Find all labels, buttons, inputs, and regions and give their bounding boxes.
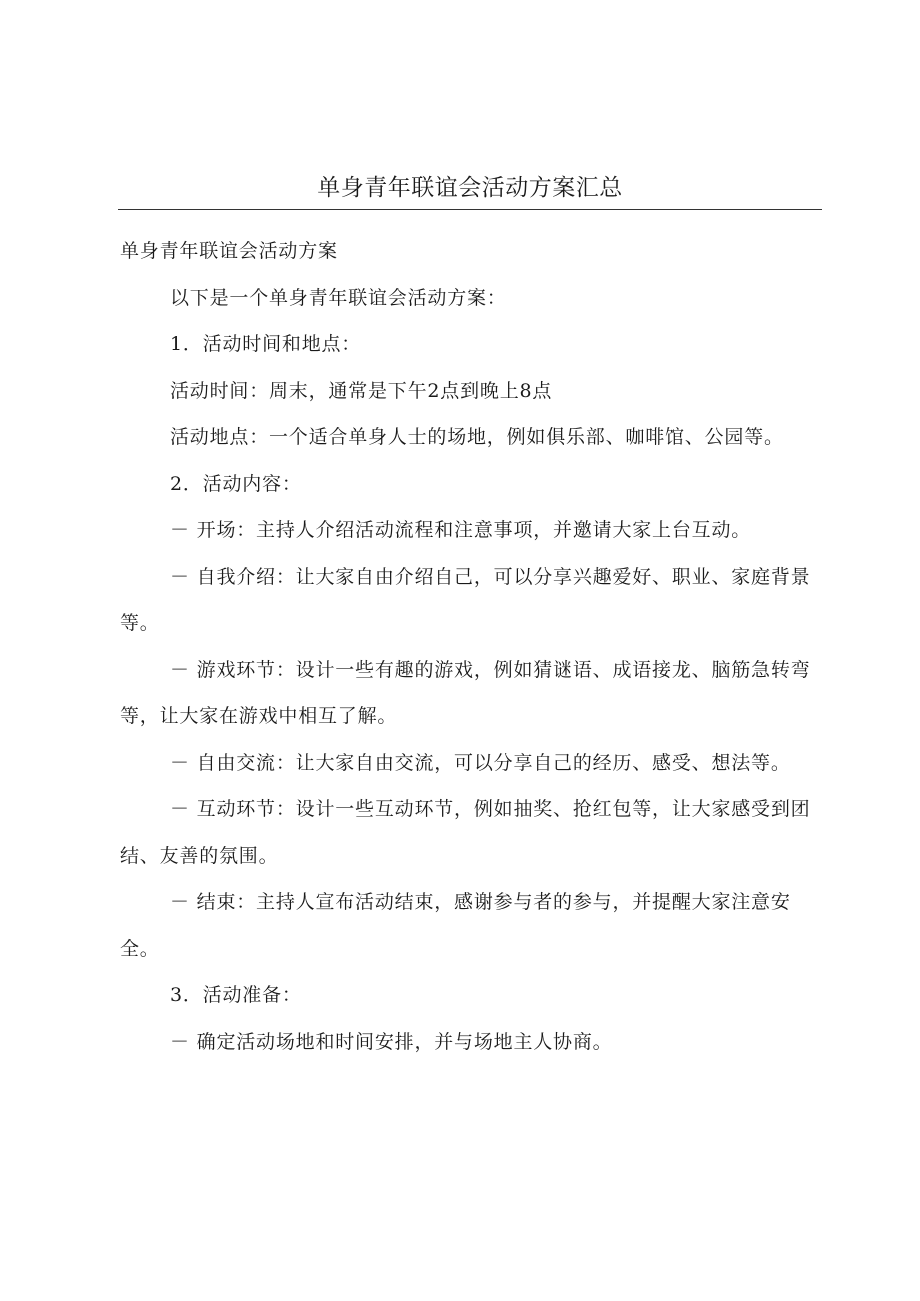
title-divider [118, 209, 822, 210]
list-item-games: － 游戏环节：设计一些有趣的游戏，例如猜谜语、成语接龙、脑筋急转弯等，让大家在游戏中相互了解。 [120, 658, 811, 727]
list-item-opening: － 开场：主持人介绍活动流程和注意事项，并邀请大家上台互动。 [170, 519, 752, 541]
section-heading: 单身青年联谊会活动方案 [120, 240, 338, 262]
paragraph-time: 活动时间：周末，通常是下午2点到晚上8点 [170, 379, 553, 402]
paragraph-heading-time-place: 1．活动时间和地点： [170, 333, 362, 355]
paragraph-heading-preparation: 3．活动准备： [170, 984, 302, 1006]
document-body [120, 228, 822, 1065]
paragraph-place: 活动地点：一个适合单身人士的场地，例如俱乐部、咖啡馆、公园等。 [170, 426, 784, 448]
list-item-venue: － 确定活动场地和时间安排，并与场地主人协商。 [170, 1030, 613, 1053]
paragraph-heading-content: 2．活动内容： [170, 472, 302, 495]
list-item-ending: － 结束：主持人宣布活动结束，感谢参与者的参与，并提醒大家注意安全。 [120, 891, 791, 960]
list-item-self-intro: － 自我介绍：让大家自由介绍自己，可以分享兴趣爱好、职业、家庭背景等。 [120, 565, 811, 634]
document-title: 单身青年联谊会活动方案汇总 [317, 175, 623, 201]
paragraph-intro: 以下是一个单身青年联谊会活动方案： [170, 286, 507, 309]
list-item-interaction: － 互动环节：设计一些互动环节，例如抽奖、抢红包等，让大家感受到团结、友善的氛围。 [120, 798, 811, 867]
list-item-free-talk: － 自由交流：让大家自由交流，可以分享自己的经历、感受、想法等。 [170, 751, 791, 774]
